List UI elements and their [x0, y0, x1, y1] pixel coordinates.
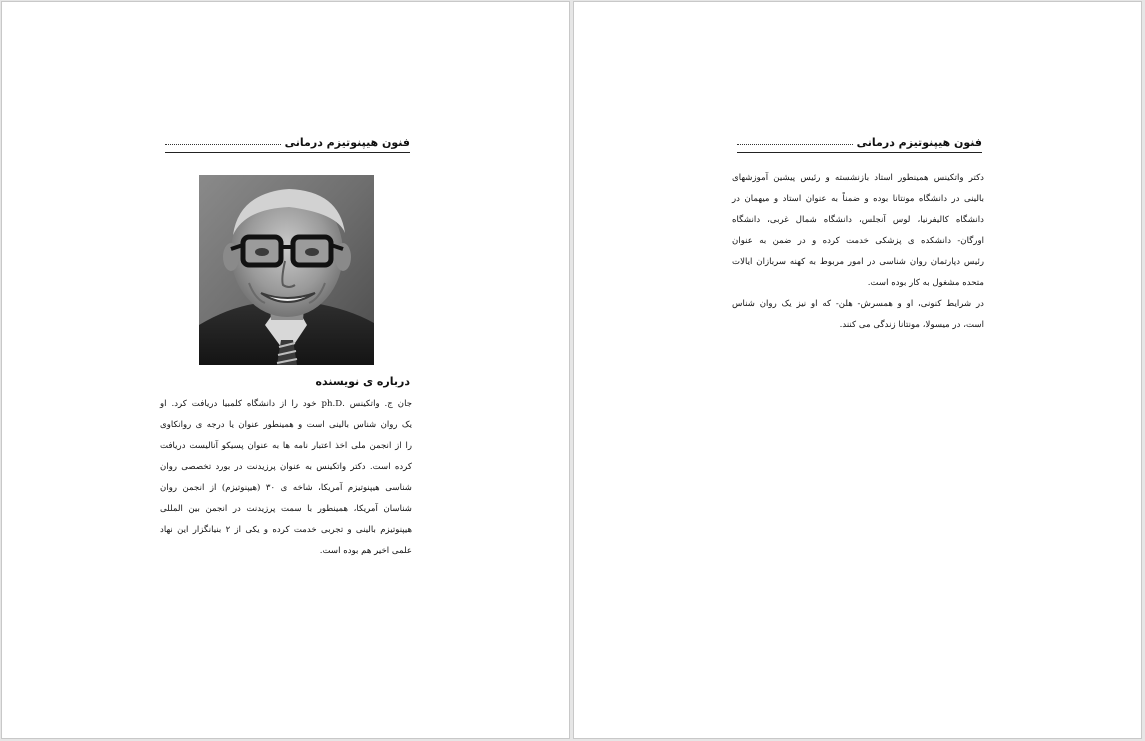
- author-bio-paragraph: [160, 394, 412, 562]
- text-line: هیپنوتیزم بالینی و تجربی خدمت کرده و یکی از ۲ بنیانگزار این نهاد: [160, 525, 413, 535]
- page-header: [737, 129, 982, 149]
- text-line: جان ج. واتکینس .ph.D خود را از دانشگاه کلمبیا دریافت کرد. او: [160, 399, 412, 409]
- right-page: [573, 1, 1142, 739]
- text-line: در شرایط کنونی، او و همسرش- هلن- که او نیز یک روان شناس: [732, 299, 984, 309]
- header-rule: [165, 152, 410, 153]
- text-line: شناسی هیپنوتیزم آمریکا، شاخه ی ۳۰ (هیپنوتیزم) از انجمن روان: [160, 483, 412, 493]
- text-line: رئیس دپارتمان روان شناسی در امور مربوط به کهنه سربازان ایالات: [732, 257, 984, 267]
- text-line: اورگان- دانشکده ی پزشکی خدمت کرده و در ضمن به عنوان: [732, 236, 984, 246]
- page-header-title: فنون هیپنوتیزم درمانی: [284, 136, 410, 149]
- page-header-title: فنون هیپنوتیزم درمانی: [856, 136, 982, 149]
- text-line: است، در میسولا، مونتانا زندگی می کنند.: [839, 320, 984, 330]
- header-rule: [737, 152, 982, 153]
- text-line: دکتر واتکینس همینطور استاد بازنشسته و رئیس پیشین آموزشهای: [732, 173, 984, 183]
- text-line: دانشگاه کالیفرنیا، لوس آنجلس، دانشگاه شمال غربی، دانشگاه: [732, 215, 984, 225]
- text-line: شناسان آمریکا، همینطور با سمت پرزیدنت در انجمن بین المللی: [160, 504, 412, 514]
- text-line: را از انجمن ملی اخذ اعتبار نامه ها به عنوان پسیکو آنالیست دریافت: [160, 441, 412, 451]
- page-header: [165, 129, 410, 149]
- body-paragraphs: [732, 168, 984, 336]
- author-photo: [199, 175, 374, 365]
- section-title: درباره ی نویسنده: [315, 375, 410, 388]
- header-dotted-leader: [165, 144, 281, 145]
- text-line: متحده مشغول به کار بوده است.: [867, 278, 984, 288]
- text-line: علمی اخیر هم بوده است.: [319, 546, 412, 556]
- text-line: یک روان شناس بالینی است و همینطور عنوان یا درجه ی روانکاوی: [160, 420, 412, 430]
- left-page: [1, 1, 570, 739]
- text-line: بالینی در دانشگاه مونتانا بوده و ضمناً به عنوان استاد و میهمان در: [732, 194, 984, 204]
- header-dotted-leader: [737, 144, 853, 145]
- text-line: کرده است. دکتر واتکینس به عنوان پرزیدنت در بورد تخصصی روان: [160, 462, 412, 472]
